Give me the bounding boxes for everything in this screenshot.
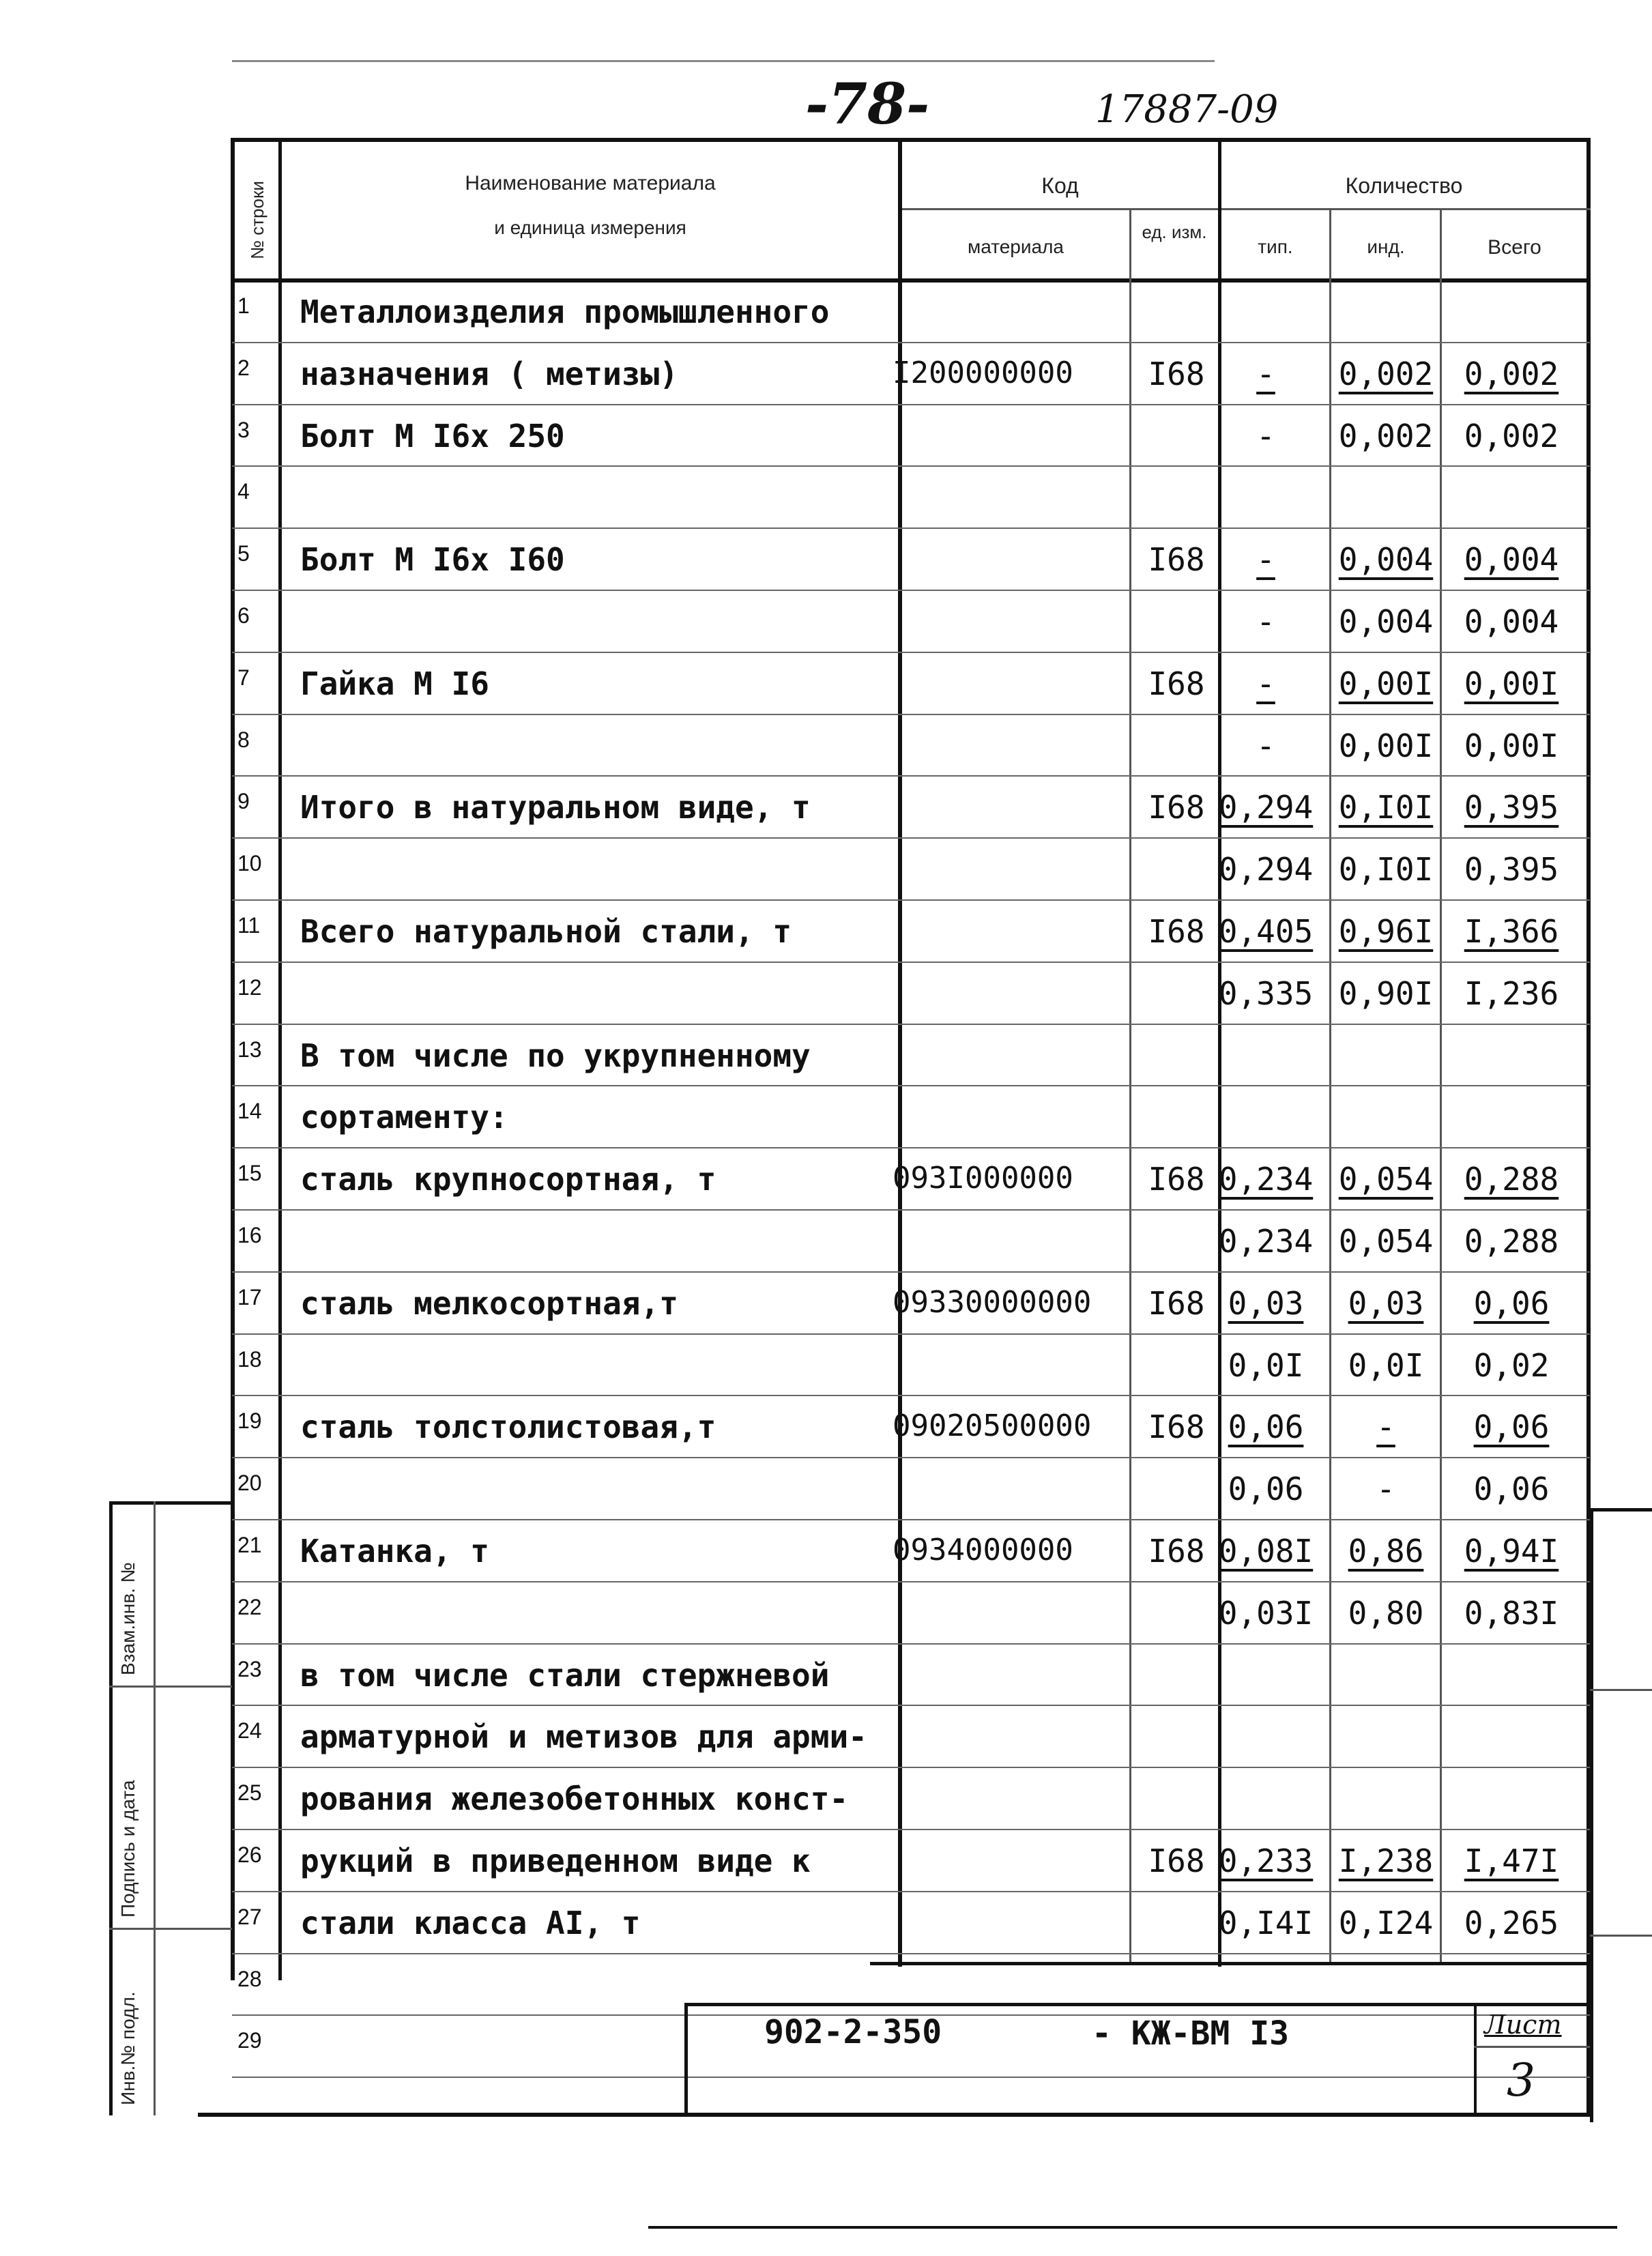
- row-separator: [232, 775, 1590, 777]
- row-separator: [232, 527, 1590, 529]
- row-name-cell: Катанка, т: [300, 1533, 489, 1570]
- row-name-cell: рукций в приведенном виде к: [300, 1842, 811, 1879]
- row-name-cell: рования железобетонных конст-: [300, 1780, 849, 1818]
- row-typ-cell: 0,0I: [1228, 1346, 1304, 1384]
- row-ind-cell: 0,90I: [1338, 974, 1434, 1012]
- row-name-cell: Итого в натуральном виде, т: [300, 789, 811, 826]
- margin-podpis: Подпись и дата: [117, 1780, 139, 1918]
- right-fold-mark-4: [1590, 1935, 1652, 1937]
- row-number-cell: 21: [237, 1533, 262, 1557]
- table-top-border: [231, 138, 1591, 142]
- row-typ-cell: 0,I4I: [1218, 1904, 1314, 1941]
- row-number-cell: 26: [237, 1842, 262, 1867]
- row-separator: [232, 1767, 1590, 1768]
- row-total-cell: 0,06: [1473, 1408, 1550, 1446]
- row-total-cell: 0,02: [1473, 1346, 1550, 1384]
- row-number-cell: 17: [237, 1284, 262, 1310]
- row-separator: [232, 465, 1590, 467]
- row-ind-cell: 0,004: [1338, 541, 1434, 579]
- header-qty-ind: инд.: [1367, 236, 1405, 257]
- margin-block-left: [109, 1501, 113, 2115]
- row-separator: [232, 1085, 1590, 1086]
- row-name-cell: Гайка М I6: [300, 665, 489, 702]
- row-separator: [232, 1581, 1590, 1582]
- row-ind-cell: 0,004: [1338, 603, 1434, 640]
- row-separator: [232, 1643, 1590, 1645]
- row-number-cell: 20: [237, 1471, 262, 1496]
- row-ind-cell: -: [1376, 1408, 1395, 1446]
- row-separator: [232, 1395, 1590, 1396]
- row-typ-cell: 0,233: [1218, 1842, 1314, 1879]
- row-total-cell: 0,06: [1473, 1471, 1550, 1508]
- document-reference: 17887-09: [1095, 87, 1279, 132]
- margin-vzam: Взам.инв. №: [117, 1562, 139, 1675]
- row-number-cell: 1: [237, 293, 250, 318]
- row-number-cell: 11: [237, 913, 261, 938]
- row-ind-cell: 0,86: [1348, 1533, 1424, 1570]
- row-typ-cell: -: [1256, 727, 1275, 764]
- row-number-cell: 27: [237, 1904, 262, 1929]
- header-name-line1: Наименование материала: [465, 172, 716, 194]
- row-ind-cell: 0,96I: [1338, 913, 1434, 950]
- row-name-cell: назначения ( метизы): [300, 355, 678, 392]
- bottom-trim-line: [648, 2226, 1617, 2229]
- row-ind-cell: I,238: [1338, 1842, 1434, 1879]
- row-number-cell: 12: [237, 974, 262, 1000]
- row-typ-cell: -: [1256, 603, 1275, 640]
- row-typ-cell: 0,294: [1218, 789, 1314, 826]
- row-ind-cell: 0,002: [1338, 355, 1434, 392]
- row-number-cell: 5: [237, 541, 250, 566]
- stamp-sheet-mid: [1474, 2046, 1590, 2048]
- row-separator: [232, 1024, 1590, 1025]
- row-number-cell: 14: [237, 1099, 262, 1124]
- row-separator: [232, 1829, 1590, 1830]
- row-number-cell: 25: [237, 1780, 262, 1806]
- row-separator: [232, 1457, 1590, 1458]
- row-number-cell: 18: [237, 1346, 262, 1372]
- table-bottom-border: [198, 2113, 1591, 2117]
- header-qty-total: Всего: [1488, 236, 1541, 259]
- row-code-cell: 09020500000: [893, 1408, 1092, 1444]
- row-total-cell: I,236: [1464, 974, 1559, 1012]
- row-code-cell: I200000000: [893, 355, 1073, 390]
- row-number-cell: 24: [237, 1718, 262, 1744]
- row-total-cell: 0,002: [1464, 355, 1559, 392]
- right-fold-mark-2: [1590, 1508, 1593, 2122]
- row-number-cell: 23: [237, 1656, 262, 1681]
- stamp-left: [684, 2003, 688, 2115]
- row-unit-cell: I68: [1148, 1408, 1205, 1446]
- row-name-cell: В том числе по укрупненному: [300, 1037, 811, 1074]
- row-name-cell: сортаменту:: [300, 1099, 508, 1136]
- row-separator: [232, 1891, 1590, 1892]
- row-total-cell: 0,002: [1464, 417, 1559, 454]
- row-ind-cell: 0,00I: [1338, 665, 1434, 702]
- row-number-cell: 6: [237, 603, 250, 628]
- row-name-cell: в том числе стали стержневой: [300, 1656, 830, 1694]
- stamp-code: 902-2-350: [764, 2013, 942, 2051]
- row-code-cell: 093I000000: [893, 1161, 1073, 1196]
- row-total-cell: 0,395: [1464, 851, 1559, 888]
- row-number-cell: 29: [237, 2028, 262, 2053]
- row-code-cell: 0934000000: [893, 1533, 1073, 1567]
- header-name-line2: и единица измерения: [494, 217, 686, 238]
- col-line-unit: [1218, 138, 1221, 1967]
- row-ind-cell: 0,80: [1348, 1594, 1424, 1632]
- row-typ-cell: 0,234: [1218, 1223, 1314, 1260]
- row-total-cell: 0,265: [1464, 1904, 1559, 1941]
- margin-inv-podl: Инв.№ подл.: [117, 1991, 139, 2105]
- row-typ-cell: 0,234: [1218, 1161, 1314, 1198]
- row-separator: [232, 961, 1590, 963]
- row-number-cell: 19: [237, 1408, 262, 1434]
- row-unit-cell: I68: [1148, 1533, 1205, 1570]
- row-typ-cell: -: [1256, 355, 1275, 392]
- row-separator: [232, 2077, 1590, 2078]
- table-left-border: [231, 138, 235, 1980]
- header-code-material: материала: [968, 236, 1064, 257]
- header-bottom-line: [231, 278, 1591, 283]
- row-total-cell: I,47I: [1464, 1842, 1559, 1879]
- row-separator: [232, 1209, 1590, 1211]
- row-ind-cell: 0,054: [1338, 1161, 1434, 1198]
- row-ind-cell: 0,I0I: [1338, 789, 1434, 826]
- stamp-sheet-number: 3: [1507, 2054, 1535, 2107]
- header-row-number: № строки: [247, 181, 267, 259]
- col-line-name: [898, 138, 902, 1967]
- row-separator: [232, 590, 1590, 591]
- row-unit-cell: I68: [1148, 541, 1205, 579]
- row-ind-cell: 0,002: [1338, 417, 1434, 454]
- row-typ-cell: 0,06: [1228, 1408, 1304, 1446]
- right-fold-mark-3: [1590, 1689, 1652, 1691]
- row-typ-cell: -: [1256, 665, 1275, 702]
- row-number-cell: 16: [237, 1223, 262, 1247]
- stamp-suffix: - КЖ-ВМ I3: [1092, 2014, 1289, 2053]
- row-total-cell: 0,004: [1464, 541, 1559, 579]
- row-unit-cell: I68: [1148, 913, 1205, 950]
- row-separator: [232, 714, 1590, 715]
- row-separator: [232, 899, 1590, 901]
- row-name-cell: Металлоизделия промышленного: [300, 293, 830, 330]
- row-ind-cell: 0,0I: [1348, 1346, 1424, 1384]
- row-name-cell: Болт М I6х 250: [300, 417, 565, 454]
- row-total-cell: 0,06: [1473, 1284, 1550, 1322]
- row-unit-cell: I68: [1148, 789, 1205, 826]
- row-separator: [232, 1147, 1590, 1148]
- row-ind-cell: 0,I24: [1338, 1904, 1434, 1941]
- row-total-cell: 0,83I: [1464, 1594, 1559, 1632]
- row-typ-cell: 0,08I: [1218, 1533, 1314, 1570]
- row-typ-cell: 0,03I: [1218, 1594, 1314, 1632]
- row-typ-cell: -: [1256, 541, 1275, 579]
- row-unit-cell: I68: [1148, 1842, 1205, 1879]
- row-name-cell: Всего натуральной стали, т: [300, 913, 792, 950]
- top-trim-line: [232, 60, 1215, 62]
- row-number-cell: 7: [237, 665, 250, 690]
- stamp-sheet-label: Лист: [1484, 2010, 1562, 2040]
- row-ind-cell: -: [1376, 1471, 1395, 1508]
- row-number-cell: 22: [237, 1594, 262, 1619]
- row-separator: [232, 652, 1590, 653]
- row-total-cell: I,366: [1464, 913, 1559, 950]
- row-total-cell: 0,395: [1464, 789, 1559, 826]
- header-mid-line: [898, 208, 1591, 210]
- row-number-cell: 8: [237, 727, 250, 752]
- row-typ-cell: 0,03: [1228, 1284, 1304, 1322]
- row-separator: [232, 1333, 1590, 1335]
- row-unit-cell: I68: [1148, 1161, 1205, 1198]
- stamp-sheet-left: [1474, 2003, 1477, 2115]
- row-name-cell: стали класса АI, т: [300, 1904, 641, 1941]
- row-ind-cell: 0,00I: [1338, 727, 1434, 764]
- row-total-cell: 0,288: [1464, 1223, 1559, 1260]
- row-unit-cell: I68: [1148, 1284, 1205, 1322]
- row-typ-cell: -: [1256, 417, 1275, 454]
- row-total-cell: 0,00I: [1464, 727, 1559, 764]
- row-unit-cell: I68: [1148, 665, 1205, 702]
- row-typ-cell: 0,06: [1228, 1471, 1304, 1508]
- row-number-cell: 2: [237, 355, 250, 380]
- row-separator: [232, 1271, 1590, 1273]
- row-ind-cell: 0,03: [1348, 1284, 1424, 1322]
- row-name-cell: Болт М I6х I60: [300, 541, 565, 579]
- row-ind-cell: 0,054: [1338, 1223, 1434, 1260]
- row-total-cell: 0,94I: [1464, 1533, 1559, 1570]
- row-name-cell: сталь мелкосортная,т: [300, 1284, 678, 1322]
- margin-block-div2: [109, 1928, 232, 1930]
- row-separator: [232, 837, 1590, 839]
- row-number-cell: 3: [237, 417, 250, 442]
- row-name-cell: сталь толстолистовая,т: [300, 1408, 716, 1446]
- row-separator: [232, 342, 1590, 343]
- row-number-cell: 28: [237, 1966, 262, 1991]
- row-total-cell: 0,288: [1464, 1161, 1559, 1198]
- row-separator: [232, 1705, 1590, 1706]
- stamp-top: [684, 2003, 1591, 2006]
- row-typ-cell: 0,294: [1218, 851, 1314, 888]
- row-number-cell: 13: [237, 1037, 262, 1062]
- page-number: -78-: [805, 72, 930, 137]
- row-number-cell: 4: [237, 479, 250, 504]
- row-typ-cell: 0,335: [1218, 974, 1314, 1012]
- margin-block-div1: [109, 1686, 232, 1688]
- row-separator: [232, 1519, 1590, 1520]
- row-ind-cell: 0,I0I: [1338, 851, 1434, 888]
- row-separator: [232, 404, 1590, 405]
- header-code: Код: [1041, 173, 1079, 198]
- row-number-cell: 9: [237, 789, 250, 814]
- row-typ-cell: 0,405: [1218, 913, 1314, 950]
- row-total-cell: 0,004: [1464, 603, 1559, 640]
- row-name-cell: сталь крупносортная, т: [300, 1161, 716, 1198]
- row-name-cell: арматурной и метизов для арми-: [300, 1718, 867, 1756]
- row-unit-cell: I68: [1148, 355, 1205, 392]
- row-number-cell: 15: [237, 1161, 262, 1186]
- header-quantity: Количество: [1345, 173, 1463, 198]
- row-separator: [232, 1953, 1590, 1954]
- right-fold-mark-1: [1590, 1508, 1652, 1512]
- margin-block-mid: [154, 1501, 156, 2115]
- header-qty-typ: тип.: [1258, 236, 1293, 257]
- row-number-cell: 10: [237, 851, 262, 876]
- margin-block-top: [109, 1501, 232, 1505]
- col-line-num: [278, 138, 282, 1980]
- col-line-bottom-split: [870, 1962, 1591, 1965]
- row-code-cell: 09330000000: [893, 1284, 1092, 1320]
- header-code-unit: ед. изм.: [1142, 222, 1207, 242]
- row-total-cell: 0,00I: [1464, 665, 1559, 702]
